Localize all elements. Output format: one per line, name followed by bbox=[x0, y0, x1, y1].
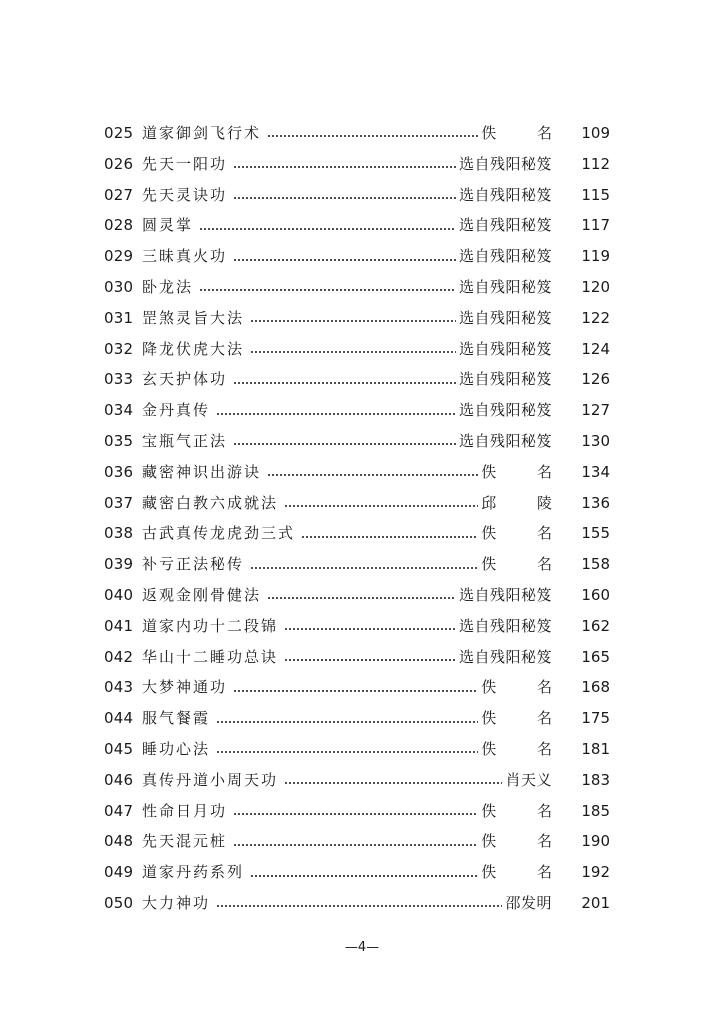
entry-number: 033 bbox=[104, 370, 134, 389]
dot-leader bbox=[233, 259, 456, 261]
toc-entry bbox=[104, 765, 610, 796]
dot-leader bbox=[216, 905, 502, 907]
entry-title: 大力神功 bbox=[142, 893, 211, 912]
entry-title: 华山十二睡功总诀 bbox=[142, 647, 279, 666]
entry-number: 042 bbox=[104, 647, 134, 666]
toc-entry bbox=[104, 364, 610, 395]
entry-number: 037 bbox=[104, 493, 134, 512]
entry-source: 肖天义 bbox=[505, 770, 552, 789]
entry-source: 选自残阳秘笈 bbox=[458, 616, 552, 635]
dot-leader bbox=[233, 197, 456, 199]
entry-page-number: 136 bbox=[581, 493, 610, 512]
dot-leader bbox=[267, 597, 456, 599]
entry-page-number: 162 bbox=[581, 616, 610, 635]
entry-page-number: 183 bbox=[581, 770, 610, 789]
entry-page-number: 155 bbox=[581, 524, 610, 543]
toc-entry bbox=[104, 241, 610, 272]
entry-page-number: 185 bbox=[581, 801, 610, 820]
entry-page-number: 192 bbox=[581, 863, 610, 882]
toc-entry bbox=[104, 210, 610, 241]
entry-title: 睡功心法 bbox=[142, 739, 211, 758]
entry-page-number: 124 bbox=[581, 339, 610, 358]
toc-entry bbox=[104, 580, 610, 611]
entry-title: 性命日月功 bbox=[142, 801, 228, 820]
entry-number: 035 bbox=[104, 431, 134, 450]
entry-title: 补亏正法秘传 bbox=[142, 555, 245, 574]
entry-page-number: 119 bbox=[581, 247, 610, 266]
entry-page-number: 181 bbox=[581, 739, 610, 758]
toc-entry bbox=[104, 857, 610, 888]
dot-leader bbox=[233, 690, 478, 692]
entry-page-number: 115 bbox=[581, 185, 610, 204]
entry-number: 028 bbox=[104, 216, 134, 235]
dot-leader bbox=[216, 413, 456, 415]
entry-source: 选自残阳秘笈 bbox=[458, 154, 552, 173]
entry-source: 选自残阳秘笈 bbox=[458, 277, 552, 296]
entry-title: 返观金刚骨健法 bbox=[142, 585, 262, 604]
entry-page-number: 160 bbox=[581, 585, 610, 604]
entry-source: 佚 名 bbox=[481, 739, 570, 758]
dot-leader bbox=[233, 382, 456, 384]
dot-leader bbox=[267, 474, 478, 476]
entry-source: 佚 名 bbox=[481, 462, 570, 481]
entry-page-number: 126 bbox=[581, 370, 610, 389]
entry-number: 029 bbox=[104, 247, 134, 266]
toc-entry bbox=[104, 149, 610, 180]
entry-number: 041 bbox=[104, 616, 134, 635]
entry-number: 040 bbox=[104, 585, 134, 604]
entry-title: 藏密白教六成就法 bbox=[142, 493, 279, 512]
entry-title: 先天灵诀功 bbox=[142, 185, 228, 204]
entry-title: 道家丹药系列 bbox=[142, 863, 245, 882]
toc-entry bbox=[104, 611, 610, 642]
entry-title: 罡煞灵旨大法 bbox=[142, 308, 245, 327]
dot-leader bbox=[267, 135, 478, 137]
entry-source: 佚 名 bbox=[481, 863, 570, 882]
toc-entry bbox=[104, 642, 610, 673]
dot-leader bbox=[233, 166, 456, 168]
dot-leader bbox=[301, 536, 478, 538]
entry-number: 032 bbox=[104, 339, 134, 358]
entry-title: 圆灵掌 bbox=[142, 216, 194, 235]
dot-leader bbox=[250, 875, 478, 877]
entry-number: 031 bbox=[104, 308, 134, 327]
entry-title: 先天混元桩 bbox=[142, 832, 228, 851]
entry-page-number: 120 bbox=[581, 277, 610, 296]
dot-leader bbox=[284, 628, 456, 630]
table-of-contents bbox=[104, 118, 610, 919]
entry-number: 034 bbox=[104, 401, 134, 420]
page-footer-number: —4— bbox=[344, 940, 380, 955]
dot-leader bbox=[199, 289, 456, 291]
entry-page-number: 175 bbox=[581, 709, 610, 728]
toc-entry bbox=[104, 703, 610, 734]
entry-number: 036 bbox=[104, 462, 134, 481]
toc-entry bbox=[104, 303, 610, 334]
toc-entry bbox=[104, 334, 610, 365]
toc-entry bbox=[104, 826, 610, 857]
dot-leader bbox=[233, 813, 478, 815]
entry-number: 038 bbox=[104, 524, 134, 543]
entry-number: 048 bbox=[104, 832, 134, 851]
entry-source: 佚 名 bbox=[481, 801, 570, 820]
entry-source: 选自残阳秘笈 bbox=[458, 431, 552, 450]
entry-source: 佚 名 bbox=[481, 524, 570, 543]
entry-page-number: 134 bbox=[581, 462, 610, 481]
entry-source: 选自残阳秘笈 bbox=[458, 216, 552, 235]
entry-page-number: 168 bbox=[581, 678, 610, 697]
entry-source: 佚 名 bbox=[481, 555, 570, 574]
entry-number: 044 bbox=[104, 709, 134, 728]
entry-source: 选自残阳秘笈 bbox=[458, 370, 552, 389]
entry-page-number: 109 bbox=[581, 124, 610, 142]
entry-number: 045 bbox=[104, 739, 134, 758]
toc-entry bbox=[104, 734, 610, 765]
toc-entry bbox=[104, 488, 610, 519]
entry-title: 卧龙法 bbox=[142, 277, 194, 296]
entry-title: 道家内功十二段锦 bbox=[142, 616, 279, 635]
entry-page-number: 112 bbox=[581, 154, 610, 173]
toc-entry bbox=[104, 796, 610, 827]
dot-leader bbox=[284, 505, 478, 507]
entry-title: 三昧真火功 bbox=[142, 247, 228, 266]
entry-title: 古武真传龙虎劲三式 bbox=[142, 524, 296, 543]
dot-leader bbox=[250, 567, 478, 569]
entry-number: 047 bbox=[104, 801, 134, 820]
entry-title: 宝瓶气正法 bbox=[142, 431, 228, 450]
entry-page-number: 127 bbox=[581, 401, 610, 420]
dot-leader bbox=[216, 751, 478, 753]
dot-leader bbox=[250, 320, 456, 322]
entry-page-number: 158 bbox=[581, 555, 610, 574]
toc-entry bbox=[104, 118, 610, 149]
entry-title: 金丹真传 bbox=[142, 401, 211, 420]
entry-number: 050 bbox=[104, 893, 134, 912]
entry-number: 026 bbox=[104, 154, 134, 173]
entry-title: 道家御剑飞行术 bbox=[142, 124, 262, 142]
toc-entry bbox=[104, 395, 610, 426]
entry-source: 邵发明 bbox=[505, 893, 552, 912]
entry-number: 039 bbox=[104, 555, 134, 574]
entry-number: 046 bbox=[104, 770, 134, 789]
toc-entry bbox=[104, 426, 610, 457]
toc-entry bbox=[104, 180, 610, 211]
entry-page-number: 165 bbox=[581, 647, 610, 666]
dot-leader bbox=[250, 351, 456, 353]
entry-page-number: 130 bbox=[581, 431, 610, 450]
entry-number: 025 bbox=[104, 124, 134, 142]
dot-leader bbox=[233, 443, 456, 445]
entry-title: 真传丹道小周天功 bbox=[142, 770, 279, 789]
entry-source: 选自残阳秘笈 bbox=[458, 647, 552, 666]
entry-source: 佚 名 bbox=[481, 832, 570, 851]
toc-entry bbox=[104, 457, 610, 488]
entry-source: 佚 名 bbox=[481, 678, 570, 697]
toc-entry bbox=[104, 518, 610, 549]
entry-page-number: 117 bbox=[581, 216, 610, 235]
entry-number: 027 bbox=[104, 185, 134, 204]
entry-source: 选自残阳秘笈 bbox=[458, 339, 552, 358]
dot-leader bbox=[233, 844, 478, 846]
entry-number: 049 bbox=[104, 863, 134, 882]
entry-title: 降龙伏虎大法 bbox=[142, 339, 245, 358]
entry-title: 大梦神通功 bbox=[142, 678, 228, 697]
toc-entry bbox=[104, 888, 610, 919]
entry-title: 服气餐霞 bbox=[142, 709, 211, 728]
entry-source: 佚 名 bbox=[481, 124, 570, 142]
entry-page-number: 122 bbox=[581, 308, 610, 327]
entry-source: 邱 陵 bbox=[481, 493, 570, 512]
entry-source: 佚 名 bbox=[481, 709, 570, 728]
toc-entry bbox=[104, 549, 610, 580]
entry-title: 先天一阳功 bbox=[142, 154, 228, 173]
toc-entry bbox=[104, 272, 610, 303]
entry-source: 选自残阳秘笈 bbox=[458, 185, 552, 204]
entry-page-number: 201 bbox=[581, 893, 610, 912]
entry-title: 玄天护体功 bbox=[142, 370, 228, 389]
entry-number: 043 bbox=[104, 678, 134, 697]
entry-source: 选自残阳秘笈 bbox=[458, 585, 552, 604]
dot-leader bbox=[284, 782, 502, 784]
toc-entry bbox=[104, 672, 610, 703]
dot-leader bbox=[216, 721, 478, 723]
entry-source: 选自残阳秘笈 bbox=[458, 308, 552, 327]
entry-source: 选自残阳秘笈 bbox=[458, 247, 552, 266]
dot-leader bbox=[284, 659, 456, 661]
entry-title: 藏密神识出游诀 bbox=[142, 462, 262, 481]
entry-source: 选自残阳秘笈 bbox=[458, 401, 552, 420]
entry-page-number: 190 bbox=[581, 832, 610, 851]
entry-number: 030 bbox=[104, 277, 134, 296]
dot-leader bbox=[199, 228, 456, 230]
